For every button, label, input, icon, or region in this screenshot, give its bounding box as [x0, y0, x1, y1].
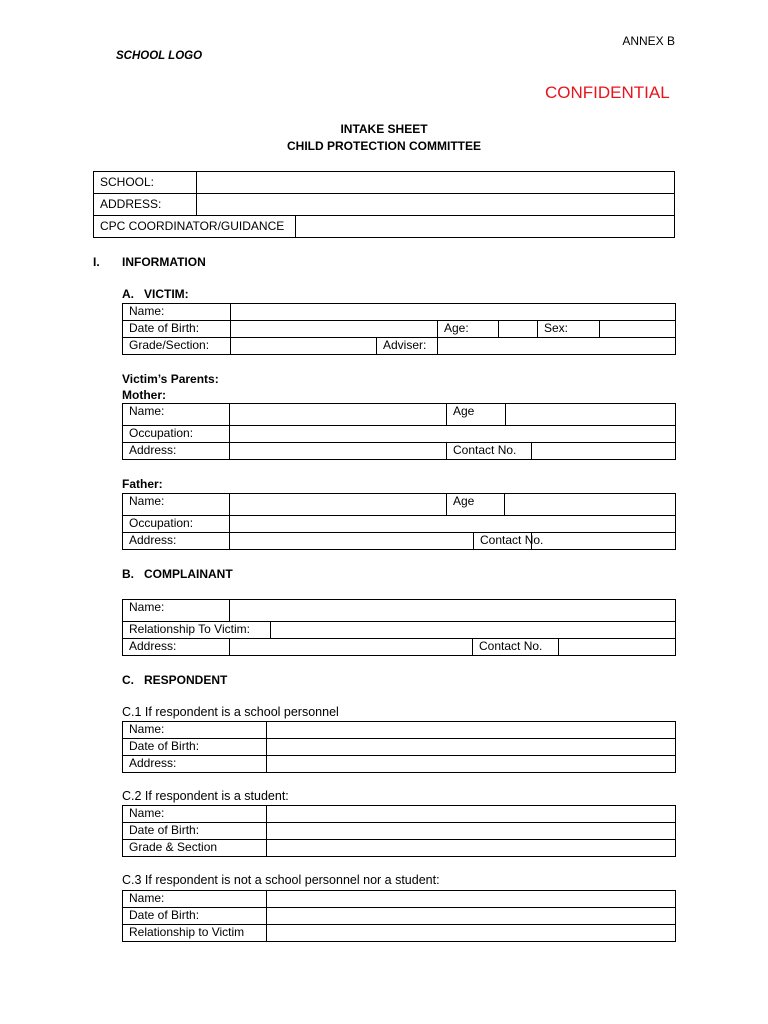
father-contact-field[interactable] — [532, 533, 676, 550]
c3-table — [122, 890, 676, 942]
father-heading: Father: — [122, 477, 163, 491]
parents-heading: Victim’s Parents: — [122, 372, 219, 386]
victim-grade-field[interactable] — [231, 338, 377, 355]
confidential-label: CONFIDENTIAL — [545, 83, 670, 102]
coordinator-field[interactable] — [296, 216, 675, 238]
father-occupation-label: Occupation: — [123, 516, 230, 533]
father-table — [122, 493, 676, 550]
complainant-name-label: Name: — [123, 600, 230, 622]
c1-name-label: Name: — [123, 722, 267, 739]
victim-sex-label: Sex: — [538, 321, 600, 338]
c3-relationship-label: Relationship to Victim — [123, 925, 267, 942]
c1-dob-label: Date of Birth: — [123, 739, 267, 756]
mother-occupation-field[interactable] — [230, 426, 676, 443]
victim-name-field[interactable] — [231, 304, 676, 321]
c1-name-field[interactable] — [267, 722, 676, 739]
c2-name-field[interactable] — [267, 806, 676, 823]
c2-grade-field[interactable] — [267, 840, 676, 857]
father-address-field[interactable] — [230, 533, 474, 550]
complainant-contact-field[interactable] — [559, 639, 676, 656]
c2-dob-field[interactable] — [267, 823, 676, 840]
victim-age-label: Age: — [438, 321, 499, 338]
c1-dob-field[interactable] — [267, 739, 676, 756]
victim-heading: A. VICTIM: — [122, 287, 189, 301]
father-name-field[interactable] — [230, 494, 447, 516]
mother-address-label: Address: — [123, 443, 230, 460]
father-age-field[interactable] — [505, 494, 676, 516]
complainant-table — [122, 599, 676, 656]
c2-dob-label: Date of Birth: — [123, 823, 267, 840]
mother-name-label: Name: — [123, 404, 230, 426]
c2-heading: C.2 If respondent is a student: — [122, 789, 289, 803]
school-table — [93, 171, 675, 216]
coordinator-table — [93, 215, 675, 238]
complainant-name-field[interactable] — [230, 600, 676, 622]
complainant-address-label: Address: — [123, 639, 230, 656]
c1-address-field[interactable] — [267, 756, 676, 773]
c1-table — [122, 721, 676, 773]
c3-dob-label: Date of Birth: — [123, 908, 267, 925]
annex-label: ANNEX B — [622, 34, 675, 48]
complainant-address-field[interactable] — [230, 639, 473, 656]
victim-dob-field[interactable] — [231, 321, 438, 338]
c3-name-label: Name: — [123, 891, 267, 908]
section-title: INFORMATION — [122, 255, 206, 269]
victim-sex-field[interactable] — [600, 321, 676, 338]
mother-name-field[interactable] — [230, 404, 447, 426]
c1-heading: C.1 If respondent is a school personnel — [122, 705, 339, 719]
victim-name-label: Name: — [123, 304, 231, 321]
respondent-heading: C. RESPONDENT — [122, 673, 228, 687]
form-subtitle: CHILD PROTECTION COMMITTEE — [287, 139, 481, 153]
school-label: SCHOOL: — [94, 172, 197, 194]
victim-grade-label: Grade/Section: — [123, 338, 231, 355]
coordinator-label: CPC COORDINATOR/GUIDANCE — [94, 216, 296, 238]
c3-relationship-field[interactable] — [267, 925, 676, 942]
complainant-heading: B. COMPLAINANT — [122, 567, 233, 581]
victim-age-field[interactable] — [499, 321, 538, 338]
complainant-relationship-field[interactable] — [271, 622, 676, 639]
c2-grade-label: Grade & Section — [123, 840, 267, 857]
victim-dob-label: Date of Birth: — [123, 321, 231, 338]
father-age-label: Age — [447, 494, 505, 516]
victim-adviser-label: Adviser: — [377, 338, 438, 355]
complainant-contact-label: Contact No. — [473, 639, 559, 656]
address-field[interactable] — [197, 194, 675, 216]
mother-table — [122, 403, 676, 460]
father-address-label: Address: — [123, 533, 230, 550]
mother-contact-label: Contact No. — [447, 443, 532, 460]
mother-heading: Mother: — [122, 388, 166, 402]
father-contact-label: Contact No. — [474, 533, 532, 550]
school-logo-placeholder: SCHOOL LOGO — [116, 50, 203, 62]
victim-table — [122, 303, 676, 355]
c2-table — [122, 805, 676, 857]
school-field[interactable] — [197, 172, 675, 194]
mother-address-field[interactable] — [230, 443, 447, 460]
form-title: INTAKE SHEET — [340, 122, 428, 136]
c3-name-field[interactable] — [267, 891, 676, 908]
mother-age-field[interactable] — [506, 404, 676, 426]
father-name-label: Name: — [123, 494, 230, 516]
mother-occupation-label: Occupation: — [123, 426, 230, 443]
c3-dob-field[interactable] — [267, 908, 676, 925]
c2-name-label: Name: — [123, 806, 267, 823]
address-label: ADDRESS: — [94, 194, 197, 216]
c3-heading: C.3 If respondent is not a school personnel nor a student: — [122, 873, 440, 887]
victim-adviser-field[interactable] — [438, 338, 676, 355]
c1-address-label: Address: — [123, 756, 267, 773]
section-number: I. — [93, 255, 100, 269]
mother-age-label: Age — [447, 404, 506, 426]
mother-contact-field[interactable] — [532, 443, 676, 460]
father-occupation-field[interactable] — [230, 516, 676, 533]
complainant-relationship-label: Relationship To Victim: — [123, 622, 271, 639]
